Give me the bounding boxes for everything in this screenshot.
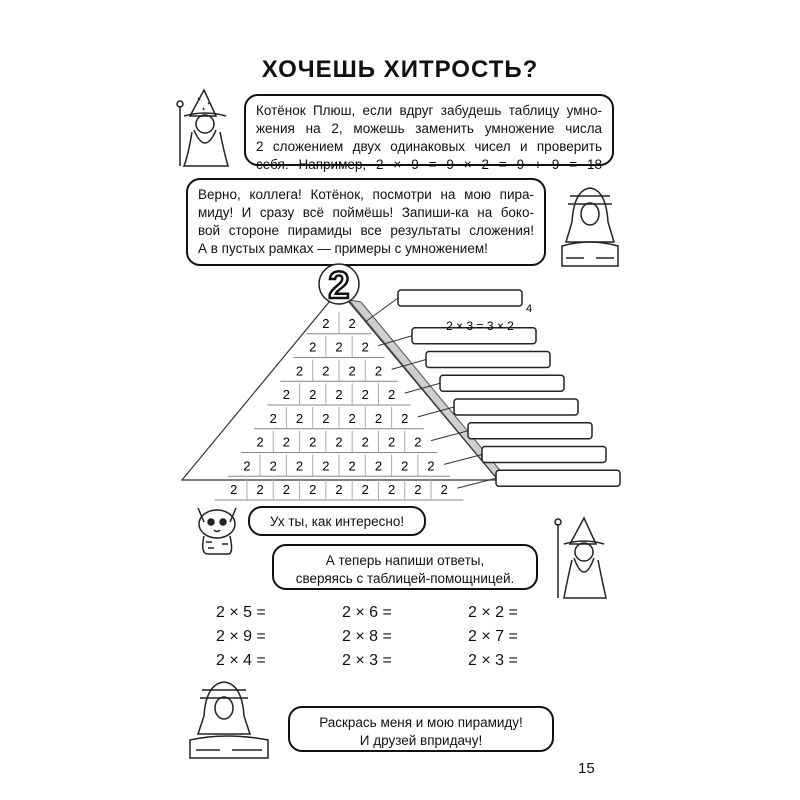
pyramid-cell: 2	[282, 434, 291, 450]
wizard-answer-line: А теперь напиши ответы,	[325, 553, 485, 568]
pyramid-cell: 2	[348, 363, 356, 379]
pyramid-cell: 2	[348, 315, 356, 331]
pyramid-cell: 2	[348, 458, 356, 474]
wizard-tip-bubble	[244, 94, 614, 172]
pyramid-cell: 2	[335, 387, 343, 402]
sphinx-color-line: И друзей впридачу!	[359, 733, 483, 748]
pyramid-cell: 2	[414, 434, 422, 450]
pyramid-cell: 2	[335, 434, 343, 450]
answer-box[interactable]	[440, 375, 564, 391]
pyramid-cell: 2	[335, 482, 343, 497]
pyramid-cell: 2	[401, 458, 409, 474]
answer-box[interactable]	[398, 290, 522, 306]
pyramid-connector	[365, 298, 398, 322]
pyramid-cell: 2	[374, 458, 383, 474]
pyramid-cell: 2	[269, 458, 277, 474]
pyramid-cell: 2	[295, 458, 304, 474]
answer-box[interactable]	[496, 470, 620, 486]
pyramid-cell: 2	[374, 410, 383, 426]
exercise-item: 2 × 9 =	[216, 628, 266, 645]
pyramid-top-number: 2	[328, 265, 350, 307]
pyramid-cell: 2	[230, 482, 238, 497]
pyramid-cell: 2	[414, 482, 422, 497]
exercise-item: 2 × 4 =	[216, 652, 266, 669]
pyramid-side-value: 4	[525, 303, 533, 315]
wizard-tip-line: себя. Например, 2 × 9 = 9 × 2 = 9 + 9 = 18	[256, 157, 602, 172]
wizard-answer-line: сверяясь с таблицей-помощницей.	[295, 571, 515, 586]
pyramid-cell: 2	[361, 387, 369, 402]
wizard-illustration	[170, 86, 240, 168]
wizard-tip-line: жения на 2, можешь заменить умножение числа	[256, 121, 602, 136]
pyramid-diagram	[180, 262, 620, 497]
pyramid-cell: 2	[309, 434, 317, 450]
pyramid-cell: 2	[401, 410, 409, 426]
pyramid-cell: 2	[309, 339, 317, 355]
pyramid-cell: 2	[440, 482, 448, 497]
sphinx-reply-line: Верно, коллега! Котёнок, посмотри на мою пира-	[198, 187, 534, 202]
pyramid-cell: 2	[335, 339, 343, 355]
sphinx-color-line: Раскрась меня и мою пирамиду!	[319, 715, 523, 730]
sphinx-illustration-2	[186, 676, 272, 760]
answer-box[interactable]	[454, 399, 578, 415]
exercise-item: 2 × 5 =	[216, 604, 266, 621]
exercise-item: 2 × 3 =	[468, 652, 518, 669]
pyramid-cell: 2	[256, 434, 264, 450]
page-number: 15	[578, 760, 595, 777]
exercise-item: 2 × 7 =	[468, 628, 518, 645]
pyramid-cell: 2	[269, 410, 277, 426]
pyramid-cell: 2	[427, 458, 435, 474]
pyramid-cell: 2	[387, 482, 396, 497]
exercise-item: 2 × 3 =	[342, 652, 392, 669]
pyramid-cell: 2	[322, 315, 330, 331]
wizard-tip-line: 2 сложением двух одинаковых чисел и проверить	[256, 139, 602, 154]
sphinx-reply-line: А в пустых рамках — примеры с умножением!	[198, 241, 488, 256]
pyramid-cell: 2	[322, 458, 330, 474]
pyramid-cell: 2	[387, 434, 396, 450]
pyramid-cell: 2	[243, 458, 251, 474]
answer-box[interactable]	[482, 447, 606, 463]
pyramid-cell: 2	[282, 482, 291, 497]
page-title: ХОЧЕШЬ ХИТРОСТЬ?	[261, 56, 539, 83]
pyramid-cell: 2	[309, 387, 317, 402]
sphinx-reply-line: миду! И сразу всё поймёшь! Запиши-ка на боко-	[198, 205, 534, 220]
pyramid-cell: 2	[322, 363, 330, 379]
sphinx-reply-line: вой стороне пирамиды все результаты сложения!	[198, 223, 534, 238]
pyramid-cell: 2	[322, 410, 330, 426]
pyramid-cell: 2	[387, 387, 396, 402]
kitten-bubble: Ух ты, как интересно!	[248, 506, 426, 536]
pyramid-cell: 2	[309, 482, 317, 497]
pyramid-cell: 2	[361, 434, 369, 450]
pyramid-cell: 2	[361, 339, 369, 355]
answer-box[interactable]	[426, 352, 550, 368]
pyramid-cell: 2	[348, 410, 356, 426]
pyramid-cell: 2	[374, 363, 383, 379]
pyramid-cell: 2	[256, 482, 264, 497]
wizard-tip-line: Котёнок Плюш, если вдруг забудешь таблицу умно-	[256, 103, 602, 118]
answer-box[interactable]	[468, 423, 592, 439]
pyramid-cell: 2	[361, 482, 369, 497]
exercise-item: 2 × 8 =	[342, 628, 392, 645]
sphinx-reply-bubble	[186, 178, 546, 266]
pyramid-cell: 2	[295, 363, 304, 379]
example-box-label: 2 × 3 = 3 × 2	[446, 319, 514, 333]
sphinx-color-bubble	[288, 706, 554, 752]
exercise-item: 2 × 6 =	[342, 604, 392, 621]
sphinx-illustration	[556, 182, 624, 268]
exercise-item: 2 × 2 =	[468, 604, 518, 621]
pyramid-cell: 2	[295, 410, 304, 426]
wizard-answer-bubble	[272, 544, 538, 590]
kitten-illustration	[190, 498, 244, 556]
wizard-illustration-2	[552, 514, 618, 600]
pyramid-cell: 2	[282, 387, 291, 402]
